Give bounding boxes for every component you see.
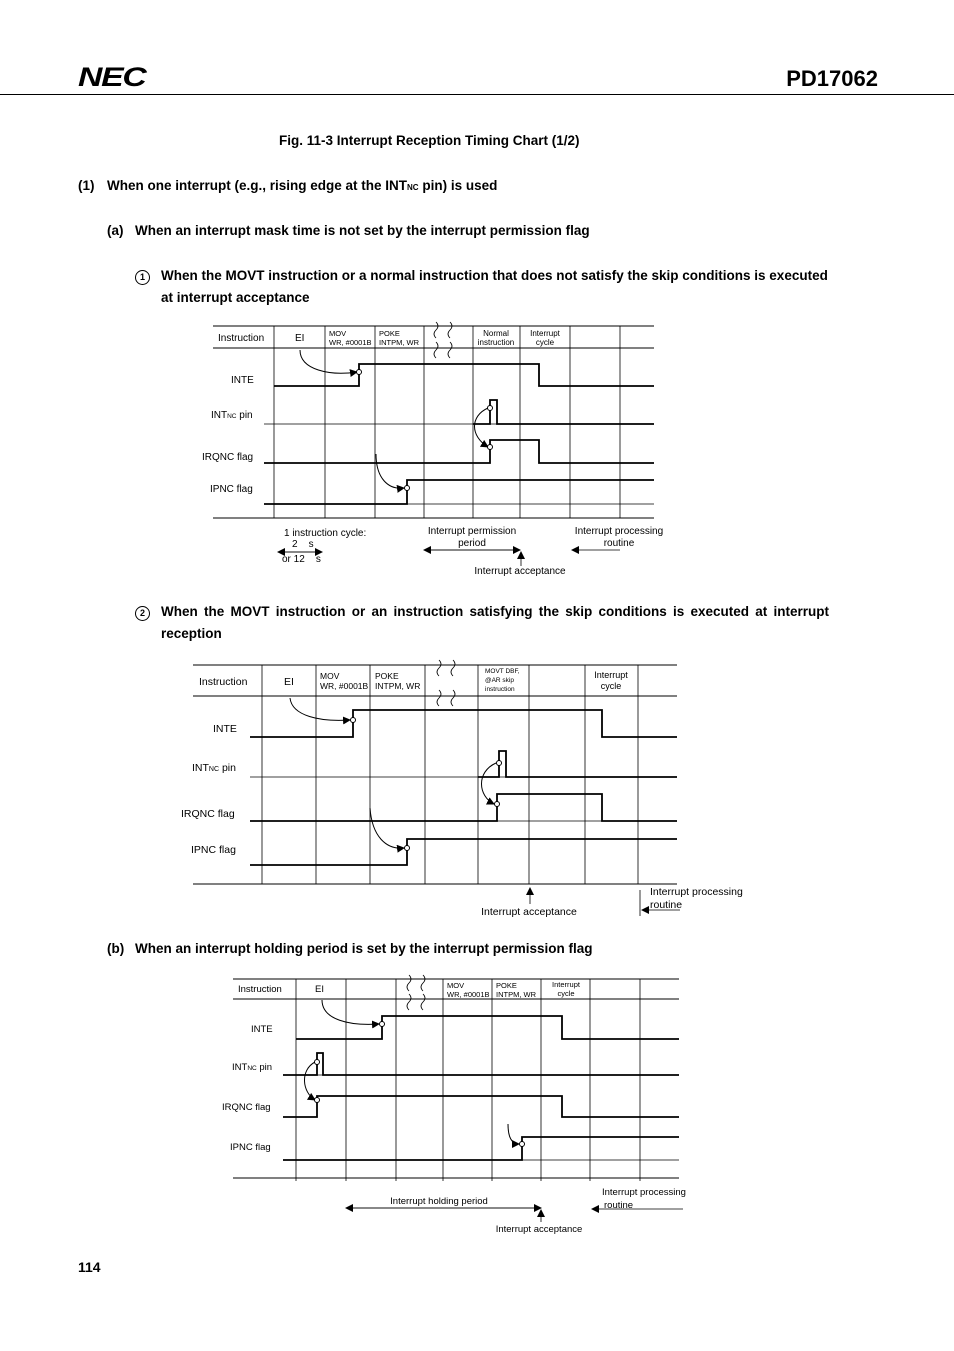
c1-routine-line2: routine [603, 538, 635, 549]
c1-int-pre: INT [211, 410, 228, 421]
subsection-b-label: (b) [107, 941, 125, 956]
c3-instruction-label: Instruction [238, 984, 282, 995]
c3-poke-line1: POKE [496, 981, 517, 990]
c1-normal-line2: instruction [477, 338, 515, 347]
c3-int-sub: NC [247, 1065, 257, 1072]
timing-chart-2-labels [181, 668, 743, 918]
timing-chart-3-labels [222, 980, 686, 1235]
section-1-sub: NC [407, 183, 419, 192]
c3-inte-label: INTE [251, 1024, 273, 1035]
case-2-number: 2 [135, 606, 150, 621]
subsection-a-heading: When an interrupt mask time is not set by the interrupt permission flag [135, 223, 590, 238]
c2-irqnc-label: IRQNC flag [181, 808, 235, 820]
subsection-a-label: (a) [107, 223, 124, 238]
c2-int-pre: INT [192, 762, 209, 774]
c1-int-sub: NC [227, 413, 237, 420]
timing-chart-1-labels [202, 329, 663, 577]
c2-icycle-line1: Interrupt [594, 670, 628, 680]
nec-logo: NEC [78, 62, 146, 92]
section-1-label: (1) [78, 178, 95, 193]
c2-inte-label: INTE [213, 723, 237, 735]
c3-icycle-line1: Interrupt [552, 980, 580, 989]
c3-ipnc-label: IPNC flag [230, 1142, 271, 1153]
c3-acceptance: Interrupt acceptance [495, 1224, 583, 1235]
c2-ipnc-label: IPNC flag [191, 844, 236, 856]
c1-int-post: pin [236, 410, 253, 421]
c2-int-sub: NC [208, 766, 220, 773]
c1-ipnc-label: IPNC flag [210, 484, 253, 495]
c3-routine-line2: routine [604, 1200, 634, 1211]
c3-mov-line2: WR, #0001B [447, 990, 490, 999]
c1-poke-line1: POKE [379, 329, 400, 338]
timing-chart-2 [193, 660, 683, 916]
c1-perm-line2: period [458, 538, 486, 549]
c3-routine-line1: Interrupt processing [602, 1187, 686, 1198]
section-1-text-post: pin) is used [418, 178, 498, 193]
c1-inte-label: INTE [231, 375, 254, 386]
c3-mov-line1: MOV [447, 981, 465, 990]
c2-ei-label: EI [284, 676, 294, 688]
c2-mov-line1: MOV [320, 671, 340, 681]
timing-chart-3 [233, 975, 683, 1222]
case-1-heading: When the MOVT instruction or a normal instruction that does not satisfy the skip conditions is executed at interrupt acceptance [161, 268, 828, 305]
c3-ei-label: EI [315, 984, 324, 995]
c1-routine-line1: Interrupt processing [574, 526, 664, 537]
document-number: PD17062 [786, 66, 878, 91]
c1-perm-line1: Interrupt permission [427, 526, 517, 537]
c2-movt-line3: instruction [485, 686, 515, 693]
c2-int-post: pin [219, 762, 236, 774]
c1-mov-line2: WR, #0001B [329, 338, 372, 347]
c1-acceptance: Interrupt acceptance [474, 566, 566, 577]
c2-int-pin-label [192, 762, 236, 774]
c2-routine-line1: Interrupt processing [650, 886, 743, 898]
c2-icycle-line2: cycle [600, 681, 622, 691]
c2-acceptance: Interrupt acceptance [481, 906, 577, 918]
c2-poke-line2: INTPM, WR [375, 681, 421, 691]
c1-instruction-label: Instruction [218, 333, 265, 344]
c1-normal-line1: Normal [483, 329, 509, 338]
c3-holding: Interrupt holding period [390, 1196, 488, 1207]
c1-cycle-note-3: or 12 s [282, 554, 321, 565]
c2-mov-line2: WR, #0001B [320, 681, 369, 691]
c2-routine-line2: routine [650, 899, 683, 911]
c3-poke-line2: INTPM, WR [496, 990, 536, 999]
c1-cycle-note-1: 1 instruction cycle: [284, 528, 367, 539]
c1-cycle-note-2: 2 s [292, 539, 314, 550]
c1-icycle-line2: cycle [535, 338, 555, 347]
c2-movt-line2: @AR skip [485, 677, 514, 684]
c1-poke-line2: INTPM, WR [379, 338, 419, 347]
case-2-heading: When the MOVT instruction or an instruction satisfying the skip conditions is executed at interrupt reception [161, 604, 829, 641]
c3-irqnc-label: IRQNC flag [222, 1102, 271, 1113]
c1-icycle-line1: Interrupt [530, 329, 560, 338]
c3-icycle-line2: cycle [557, 989, 575, 998]
c3-int-post: pin [256, 1062, 273, 1073]
c1-int-pin-label [211, 410, 253, 421]
c2-instruction-label: Instruction [199, 676, 248, 688]
page-number: 114 [78, 1259, 101, 1275]
subsection-b-heading: When an interrupt holding period is set by the interrupt permission flag [135, 941, 593, 956]
c1-irqnc-label: IRQNC flag [202, 452, 254, 463]
case-1-number: 1 [135, 270, 150, 285]
c1-ei-label: EI [295, 333, 305, 344]
c1-mov-line1: MOV [329, 329, 347, 338]
c2-movt-line1: MOVT DBF, [485, 668, 520, 675]
c3-int-pin-label [232, 1062, 272, 1073]
figure-title: Fig. 11-3 Interrupt Reception Timing Chart (1/2) [279, 133, 580, 148]
section-1-text: When one interrupt (e.g., rising edge at the INT [107, 178, 408, 193]
c3-int-pre: INT [232, 1062, 248, 1073]
c2-poke-line1: POKE [375, 671, 399, 681]
